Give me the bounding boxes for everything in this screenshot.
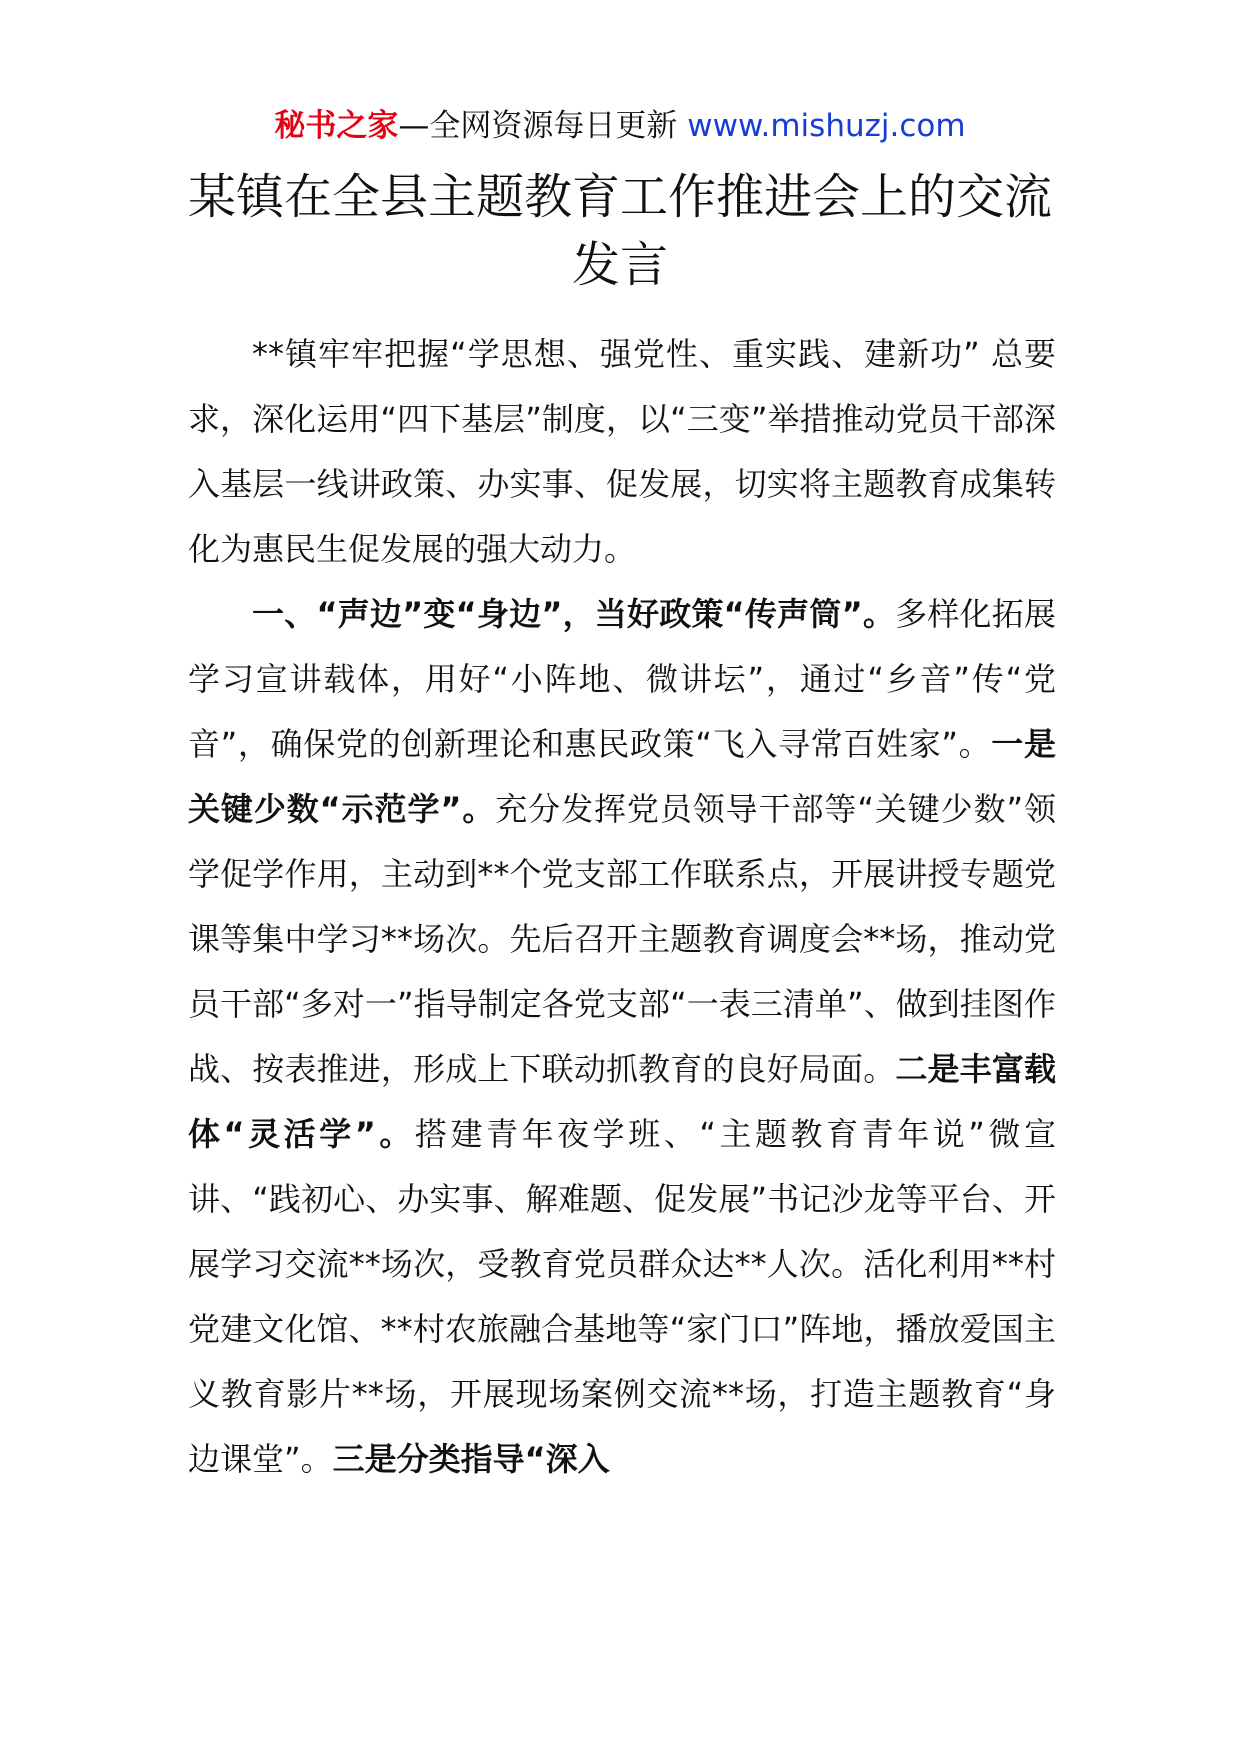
point-2-heading: 二是丰富载体“灵活学”。 [188, 1050, 1056, 1153]
point-3-heading: 三是分类指导“深入 [332, 1440, 610, 1478]
point-1-heading: 一是关键少数“示范学”。 [188, 725, 1056, 828]
site-url[interactable]: www.mishuzj.com [687, 108, 966, 144]
point-1-text: 充分发挥党员领导干部等“关键少数”领学促学作用，主动到**个党支部工作联系点，开展讲授专题党课等集中学习**场次。先后召开主题教育调度会**场，推动党员干部“多对一”指导制定各党支部“一表三清单”、做到挂图作战、按表推进，形成上下联动抓教育的良好局面。 [188, 790, 1056, 1088]
title-line-1: 某镇在全县主题教育工作推进会上的交流 [187, 169, 1052, 225]
section-1-paragraph [188, 582, 1056, 1492]
document-body [188, 322, 1056, 1492]
intro-paragraph: **镇牢牢把握“学思想、强党性、重实践、建新功” 总要求，深化运用“四下基层”制度，以“三变”举措推动党员干部深入基层一线讲政策、办实事、促发展，切实将主题教育成集转化为惠民生促发展的强大动力。 [188, 335, 1056, 568]
header-tagline: —全网资源每日更新 [398, 108, 678, 144]
site-header [0, 104, 1240, 148]
section-1-text: 多样化拓展学习宣讲载体，用好“小阵地、微讲坛”，通过“乡音”传“党音”，确保党的创新理论和惠民政策“飞入寻常百姓家”。 [188, 595, 1056, 763]
document-title [150, 163, 1090, 299]
section-1-heading: 一、“声边”变“身边”，当好政策“传声筒”。 [252, 595, 896, 633]
brand-name: 秘书之家 [274, 108, 399, 144]
title-line-2: 发言 [571, 237, 668, 293]
point-2-text: 搭建青年夜学班、“主题教育青年说”微宣讲、“践初心、办实事、解难题、促发展”书记沙龙等平台、开展学习交流**场次，受教育党员群众达**人次。活化利用**村党建文化馆、**村农旅融合基地等“家门口”阵地，播放爱国主义教育影片**场，开展现场案例交流**场，打造主题教育“身边课堂”。 [188, 1115, 1056, 1478]
